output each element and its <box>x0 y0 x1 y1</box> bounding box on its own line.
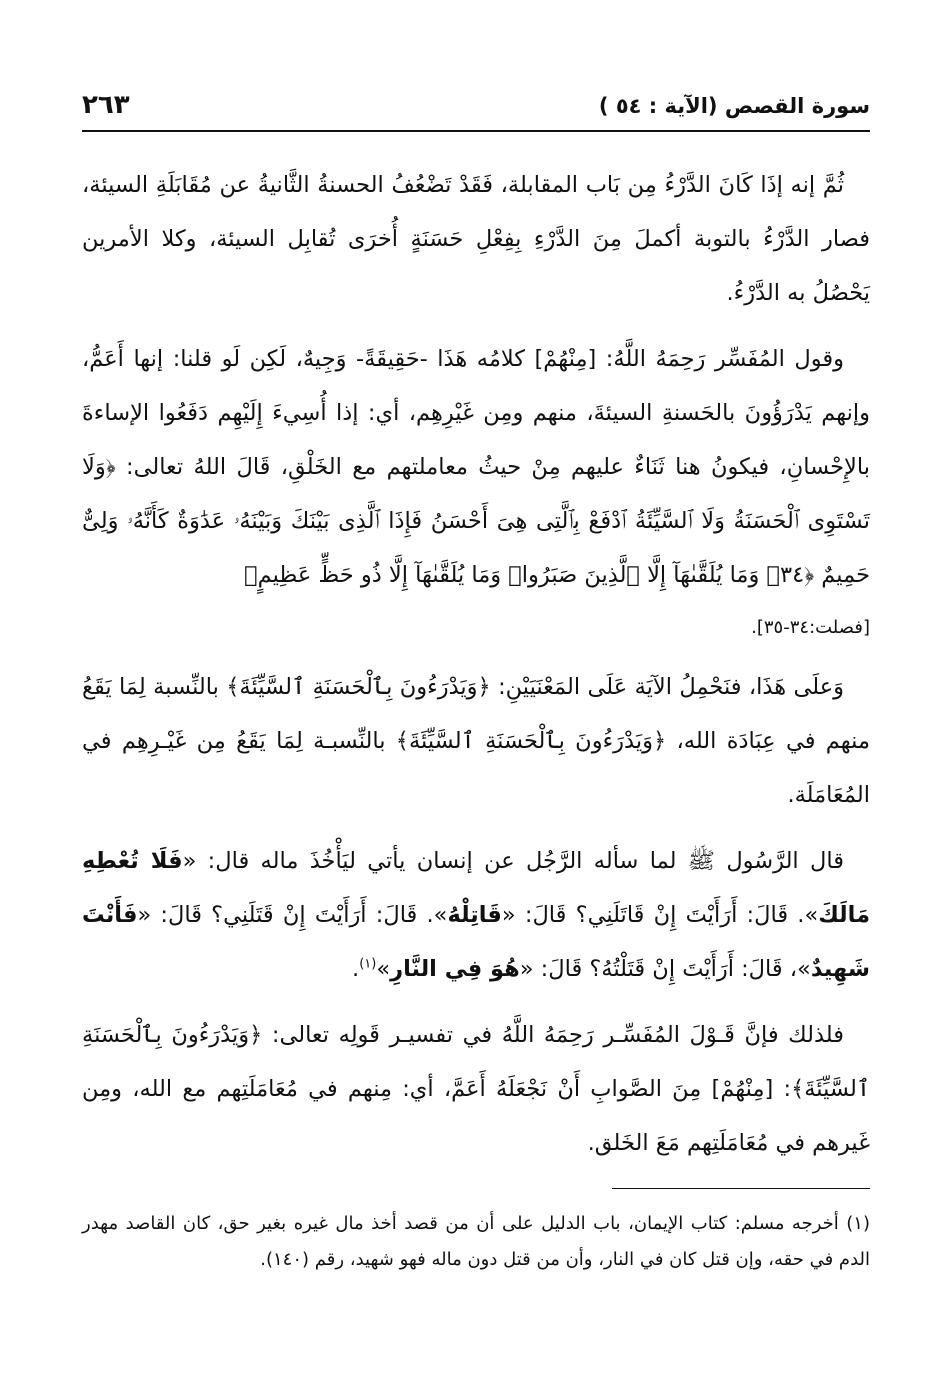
paragraph-1: ثُمَّ إنه إذَا كَانَ الدَّرْءُ مِن بَاب المقابلة، فَقَدْ تَضْعُفُ الحسنةُ الثَّانيةُ عن مُقَابَلَةِ السيئة، فصار الدَّرْءُ بالتوبة أكملَ مِنَ الدَّرْءِ بِفِعْلِ حَسَنَةٍ أُخرَى تُقابِل السيئة، وكلا الأمرين يَحْصُلُ به الدَّرْءُ. <box>82 172 870 306</box>
paragraph-5: فلذلك فإنَّ قَـوْلَ المُفَسِّـر رَحِمَهُ اللَّهُ في تفسيـر قَولِه تعالى: ﴿وَيَدْرَءُونَ بِٱلْحَسَنَةِ ٱلسَّيِّئَةَ﴾: [مِنْهُمْ] مِنَ الصَّوابِ أَنْ نَجْعَلَهُ أَعَمَّ، أي: مِنهم في مُعَامَلَتِهم مع الله، ومِن غَيرهم في مُعَامَلَتِهم مَعَ الخَلق. <box>82 1022 870 1156</box>
paragraph-3: وَعلَى هَذَا، فنَحْمِلُ الآيَة عَلَى المَعْنَيَيْنِ: ﴿وَيَدْرَءُونَ بِٱلْحَسَنَةِ ٱلسَّيِّئَةَ﴾ بالنِّسبة لِمَا يَقَعُ منهم في عِبَادَة الله، ﴿وَيَدْرَءُونَ بِٱلْحَسَنَةِ ٱلسَّيِّئَةَ﴾ بالنِّسبـة لِمَا يَقَعُ مِن غَيْـرِهِم في المُعَامَلَة. <box>82 674 870 808</box>
hadith-intro: قال الرَّسُول ﷺ لما سأله الرَّجُل عن إنسان يأتي ليَأْخُذَ ماله قال: « <box>182 848 844 874</box>
paragraph-4 <box>82 834 870 996</box>
footnote: (١) أخرجه مسلم: كتاب الإيمان، باب الدليل على أن من قصد أخذ مال غيره بغير حق، كان القاصد مهدر الدم في حقه، وإن قتل كان في النار، وأن من قتل دون ماله فهو شهيد، رقم (١٤٠). <box>82 1213 870 1270</box>
hadith-quote-3: فَأَنْتَ شَهِيدٌ <box>82 902 870 982</box>
surah-title: سورة القصص (الآية : ٥٤ ) <box>598 94 870 118</box>
body-text <box>82 158 870 1182</box>
footnote-reference[interactable]: (١) <box>359 956 377 972</box>
hadith-quote-1: فَلَا تُعْطِهِ مَالَكَ <box>82 848 870 928</box>
page-header <box>82 88 870 132</box>
hadith-end: . <box>352 956 360 982</box>
hadith-quote-2: قَاتِلْهُ <box>447 902 502 928</box>
hadith-q2: ». قَالَ: أَرَأَيْتَ إِنْ قَاتَلَنِي؟ قَالَ: « <box>501 902 819 928</box>
page-number: ٢٦٣ <box>82 90 130 120</box>
verse-citation: [فصلت:٣٤-٣٥]. <box>751 617 870 638</box>
header-rule <box>82 130 870 132</box>
hadith-quote-4: هُوَ فِي النَّارِ <box>390 956 520 982</box>
hadith-close-quote: » <box>376 956 391 982</box>
hadith-q3: ». قَالَ: أَرَأَيْتَ إِنْ قَتَلَنِي؟ قَالَ: « <box>137 902 448 928</box>
hadith-q4: »، قَالَ: أَرَأَيْتَ إِنْ قَتَلْتُهُ؟ قَالَ: « <box>519 956 811 982</box>
quran-verse: ﴿وَلَا تَسْتَوِى ٱلْحَسَنَةُ وَلَا ٱلسَّيِّئَةُ ٱدْفَعْ بِٱلَّتِى هِىَ أَحْسَنُ فَإِذَا ٱلَّذِى بَيْنَكَ وَبَيْنَهُۥ عَدَٰوَةٌ كَأَنَّهُۥ وَلِىٌّ حَمِيمٌ ﴿٣٤﴾ وَمَا يُلَقَّىٰهَآ إِلَّا ٱلَّذِينَ صَبَرُوا۟ وَمَا يُلَقَّىٰهَآ إِلَّا ذُو حَظٍّ عَظِيمٍ﴾ <box>82 454 870 588</box>
footnote-separator <box>612 1188 870 1189</box>
paragraph-2 <box>82 332 870 602</box>
paragraph-2-text: وقول المُفَسِّر رَحِمَهُ اللَّهُ: [مِنْهُمْ] كلامُه هَذَا -حَقِيقَةً- وَجِيهٌ، لَكِن لَو قلنا: إنها أَعَمُّ، وإنهم يَدْرَؤُونَ بالحَسنةِ السيئةَ، منهم ومِن غَيْرِهِم، أي: إذا أُسِيءَ إِلَيْهِم دَفَعُوا الإساءةَ بالإِحْسانِ، فيكونُ هنا ثَنَاءٌ عليهم مِنْ حيثُ معاملتهم مع الخَلْقِ، قَالَ اللهُ تعالى: <box>82 346 870 480</box>
